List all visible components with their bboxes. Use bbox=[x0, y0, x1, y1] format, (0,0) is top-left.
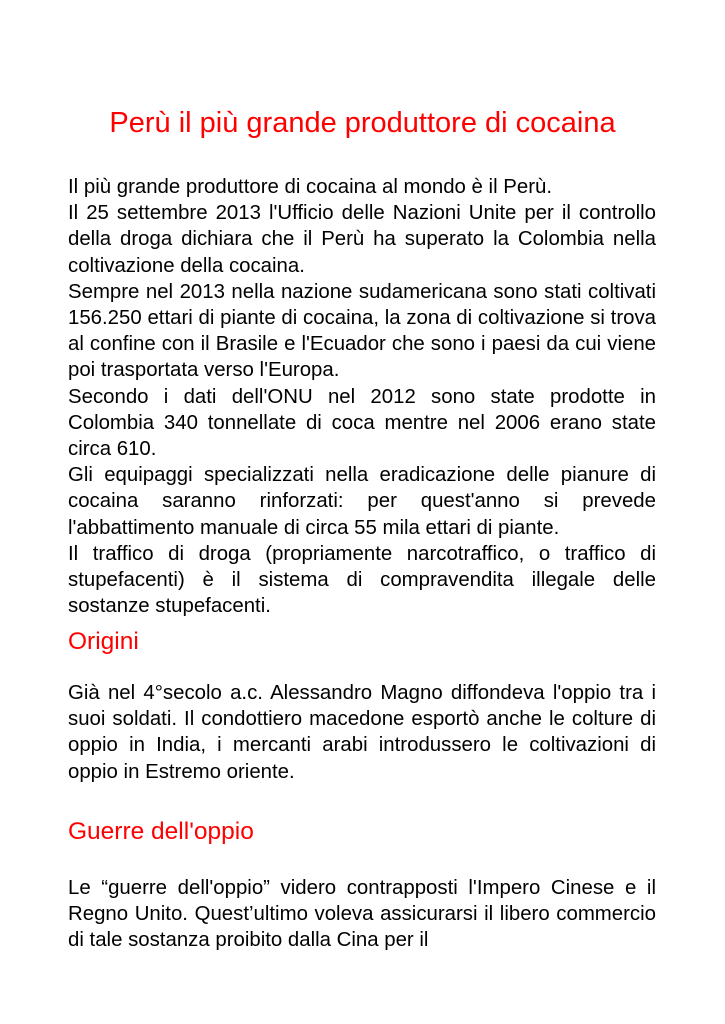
section-paragraph: Le “guerre dell'oppio” videro contrapposti l'Impero Cinese e il Regno Unito. Quest’ultimo voleva assicurarsi il libero commercio di tale sostanza proibito dalla Cina per il bbox=[68, 877, 656, 952]
intro-paragraph: Sempre nel 2013 nella nazione sudamericana sono stati coltivati 156.250 ettari di piante di cocaina, la zona di coltivazione si trova al confine con il Brasile e l'Ecuador che sono i paesi da cui viene poi trasportata verso l'Europa. bbox=[68, 280, 656, 382]
section-paragraph: Già nel 4°secolo a.c. Alessandro Magno diffondeva l'oppio tra i suoi soldati. Il condottiero macedone esportò anche le colture di oppio in India, i mercanti arabi introdussero le coltivazioni di oppio in Estremo oriente. bbox=[68, 682, 656, 783]
intro-paragraph: Il più grande produttore di cocaina al mondo è il Perù. bbox=[68, 176, 553, 198]
intro-text bbox=[68, 174, 656, 619]
section-heading-origini: Origini bbox=[68, 628, 139, 655]
section-heading-guerre-oppio: Guerre dell'oppio bbox=[68, 818, 254, 845]
intro-paragraph: Il 25 settembre 2013 l'Ufficio delle Nazioni Unite per il controllo della droga dichiara che il Perù ha superato la Colombia nella coltivazione della cocaina. bbox=[68, 202, 656, 277]
intro-paragraph: Gli equipaggi specializzati nella eradicazione delle pianure di cocaina saranno rinforzati: per quest'anno si prevede l'abbattimento manuale di circa 55 mila ettari di piante. bbox=[68, 464, 656, 539]
intro-paragraph: Secondo i dati dell'ONU nel 2012 sono state prodotte in Colombia 340 tonnellate di coca mentre nel 2006 erano state circa 610. bbox=[68, 385, 656, 461]
section-text-origini bbox=[68, 680, 656, 785]
section-text-guerre-oppio bbox=[68, 875, 656, 954]
page-title: Perù il più grande produttore di cocaina bbox=[109, 107, 616, 139]
intro-paragraph: Il traffico di droga (propriamente narcotraffico, o traffico di stupefacenti) è il sistema di compravendita illegale delle sostanze stupefacenti. bbox=[68, 542, 656, 618]
